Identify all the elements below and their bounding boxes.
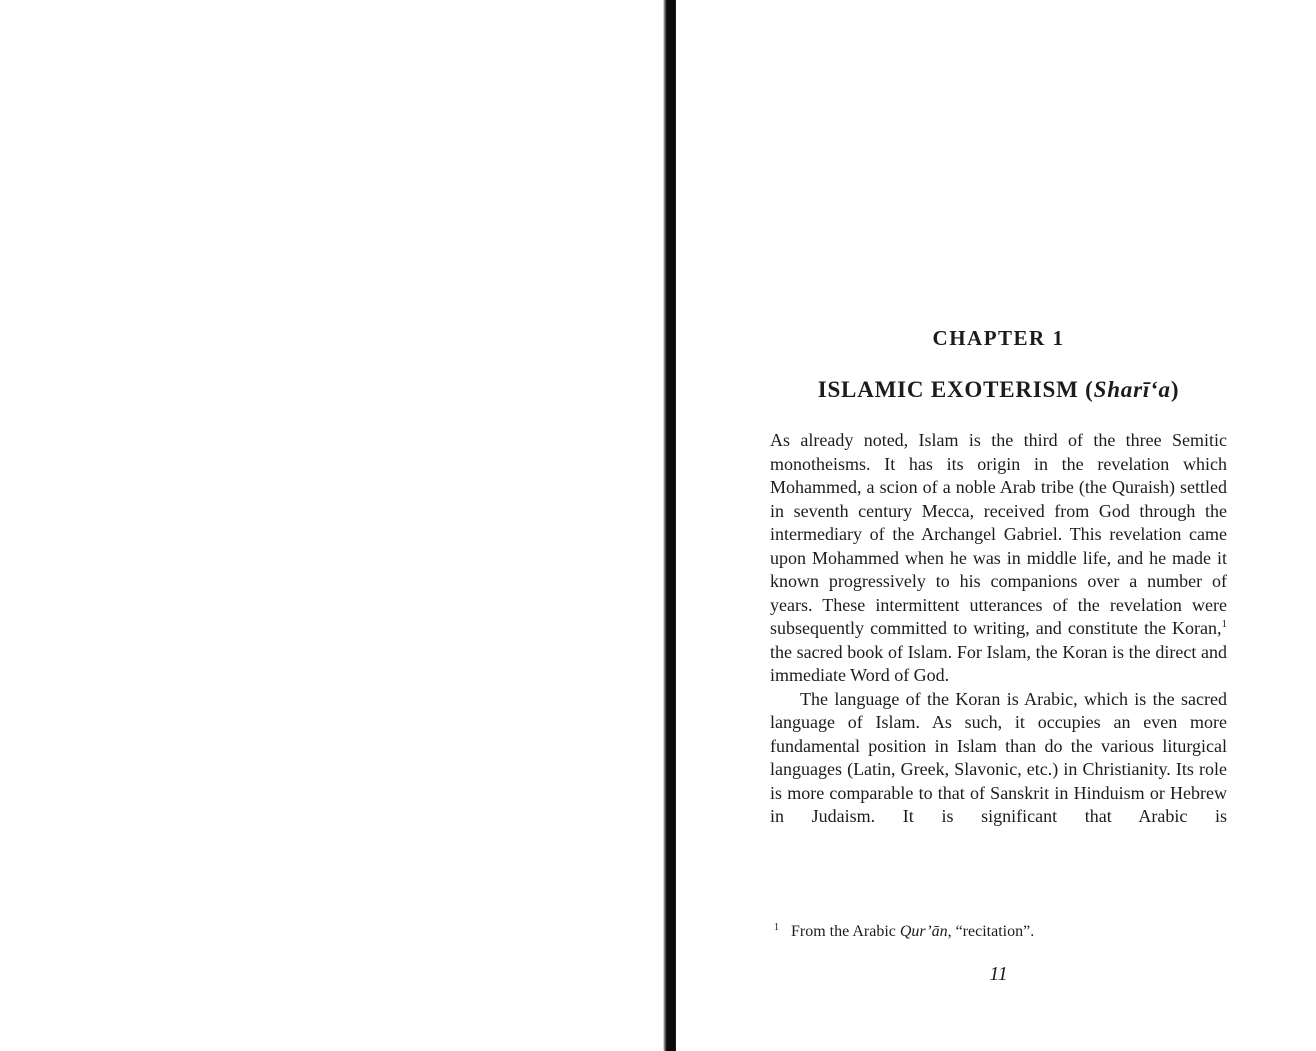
page-number: 11 (989, 963, 1008, 985)
chapter-heading: CHAPTER 1 (932, 326, 1065, 350)
paragraph-2: The language of the Koran is Arabic, which is the sacred language of Islam. As such, it occupies an even more fundamental position in Islam than do the various liturgical languages (Latin, Greek, Slavonic, etc.) in Christianity. Its role is more comparable to that of Sanskrit in Hinduism or Hebrew in Judaism. It is significant that Arabic is (770, 688, 1227, 826)
footnote-text: From the Arabic (791, 923, 900, 940)
page-title-italic-term: Sharī‘a (1093, 377, 1171, 402)
footnote-italic-term: Qur’ān (899, 923, 948, 940)
book-spine-gutter (663, 0, 676, 1051)
paragraph-1-text-continued: the sacred book of Islam. For Islam, the Koran is the direct and immediate Word of God. (770, 641, 1227, 685)
page-title-roman-open: ISLAMIC EXOTERISM ( (817, 377, 1094, 402)
text-column (770, 0, 1227, 1051)
footnote-reference-marker: 1 (1221, 618, 1227, 630)
paragraph-1 (770, 429, 1227, 688)
paragraph-1-text: As already noted, Islam is the third of the three Semitic monotheisms. It has its origin in the revelation which Mohammed, a scion of a noble Arab tribe (the Quraish) settled in seventh century Mecca, received from God through the intermediary of the Archangel Gabriel. This revelation came upon Mohammed when he was in middle life, and he made it known progressively to his companions over a number of years. These intermittent utterances of the revelation were subsequently committed to writing, and constitute the Koran, (770, 430, 1227, 638)
footnote (774, 922, 1231, 942)
footnote-marker: 1 (774, 921, 779, 933)
body-text (770, 429, 1227, 829)
footnote-text-end: , “recitation”. (947, 923, 1035, 940)
page-title-roman-close: ) (1170, 377, 1180, 402)
page-title (770, 377, 1227, 403)
right-page (676, 0, 1316, 1051)
